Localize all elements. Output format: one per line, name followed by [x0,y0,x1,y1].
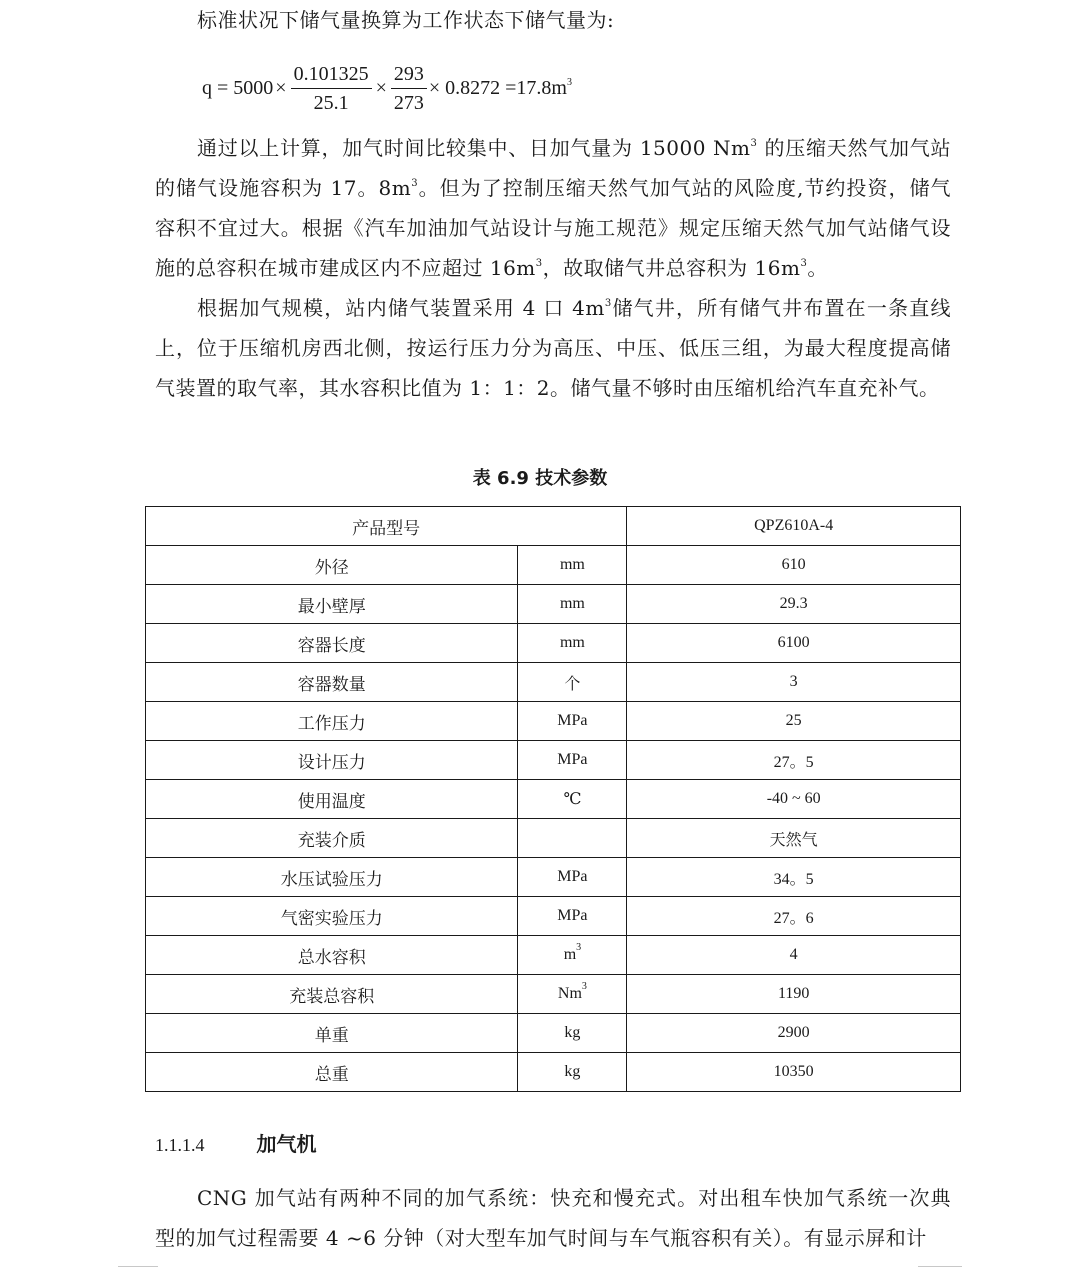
formula-tail: × $0.8272 =17.8m^3$ [428,76,572,99]
section-number: 1.1.1.4 [155,1135,205,1155]
table-row [146,663,961,702]
param-value-cell: 29.3 [627,585,961,624]
param-name-cell: 工作压力 [146,702,518,741]
param-unit-cell: mm [518,585,627,624]
param-value-cell: 1190 [627,975,961,1014]
param-value-cell: 天然气 [627,819,961,858]
param-name-cell: 充装总容积 [146,975,518,1014]
page-edge-rule-right [918,1266,962,1267]
table-row [146,546,961,585]
formula-times-2: × [375,76,387,99]
tech-params-table [145,506,961,1092]
param-value-cell: 4 [627,936,961,975]
param-name-cell: 水压试验压力 [146,858,518,897]
table-row [146,858,961,897]
param-name-cell: 总水容积 [146,936,518,975]
param-name-cell: 容器长度 [146,624,518,663]
table-row [146,936,961,975]
table-row [146,624,961,663]
formula-times-1: × [275,76,287,99]
table-row [146,819,961,858]
table-row [146,702,961,741]
param-unit-cell: MPa [518,858,627,897]
formula-frac1-denominator: 25.1 [313,91,349,114]
formula-frac2-denominator: 273 [393,91,424,114]
param-value-cell: -40 ~ 60 [627,780,961,819]
param-value-cell: 27。6 [627,897,961,936]
param-value-cell: 10350 [627,1053,961,1092]
formula-lhs: q = 5000 [202,76,274,99]
page-edge-rule-left [118,1266,158,1267]
param-name-cell: 外径 [146,546,518,585]
table-row [146,1014,961,1053]
intro-line: 标准状况下储气量换算为工作状态下储气量为: [197,8,615,32]
table-header-row [146,507,961,546]
param-unit-cell: mm [518,546,627,585]
param-value-cell: 2900 [627,1014,961,1053]
param-name-cell: 总重 [146,1053,518,1092]
param-unit-cell: kg [518,1053,627,1092]
param-name-cell: 使用温度 [146,780,518,819]
section-heading [155,1128,317,1157]
param-unit-cell: Nm$^3$ [518,975,627,1014]
table-row [146,1053,961,1092]
param-unit-cell: kg [518,1014,627,1053]
param-unit-cell: 个 [518,663,627,702]
param-value-cell: 610 [627,546,961,585]
param-name-cell: 充装介质 [146,819,518,858]
table-row [146,741,961,780]
param-unit-cell: MPa [518,702,627,741]
param-value-cell: 6100 [627,624,961,663]
param-name-cell: 单重 [146,1014,518,1053]
formula-frac1-numerator: 0.101325 [291,61,372,89]
paragraph-calculation-result: 通过以上计算，加气时间比较集中、日加气量为 15000 Nm$^3$ 的压缩天然气加气站的储气设施容积为 17。$8m^3$。但为了控制压缩天然气加气站的风险度,节约投资，储气容积不宜过大。根据《汽车加油加气站设计与施工规范》规定压缩天然气加气站储气设施的总容积在城市建成区内不应超过 $16m^3$，故取储气井总容积为 $16m^3$。 [155,136,952,280]
param-unit-cell [518,819,627,858]
param-unit-cell: MPa [518,897,627,936]
formula-fraction-pressure [291,61,372,116]
header-label-cell: 产品型号 [146,507,627,546]
param-unit-cell: mm [518,624,627,663]
table-row [146,975,961,1014]
param-name-cell: 最小壁厚 [146,585,518,624]
param-value-cell: 3 [627,663,961,702]
param-name-cell: 容器数量 [146,663,518,702]
param-name-cell: 气密实验压力 [146,897,518,936]
header-value-cell: QPZ610A-4 [627,507,961,546]
formula-frac2-numerator: 293 [391,61,427,89]
formula-fraction-temperature [391,61,427,116]
param-value-cell: 34。5 [627,858,961,897]
paragraph-dispenser: CNG 加气站有两种不同的加气系统：快充和慢充式。对出租车快加气系统一次典型的加气过程需要 4 ~6 分钟（对大型车加气时间与车气瓶容积有关）。有显示屏和计 [155,1186,951,1250]
storage-formula [202,58,572,118]
param-unit-cell: MPa [518,741,627,780]
section-title: 加气机 [256,1132,317,1156]
param-value-cell: 27。5 [627,741,961,780]
table-row [146,585,961,624]
param-unit-cell: ℃ [518,780,627,819]
table-row [146,897,961,936]
table-caption: 表 6.9 技术参数 [472,468,608,489]
table-row [146,780,961,819]
paragraph-storage-layout: 根据加气规模，站内储气装置采用 4 口 $4m^3$储气井，所有储气井布置在一条直线上，位于压缩机房西北侧，按运行压力分为高压、中压、低压三组，为最大程度提高储气装置的取气率，其水容积比值为 1：1：2。储气量不够时由压缩机给汽车直充补气。 [155,296,951,400]
param-value-cell: 25 [627,702,961,741]
param-unit-cell: $m^3$ [518,936,627,975]
param-name-cell: 设计压力 [146,741,518,780]
